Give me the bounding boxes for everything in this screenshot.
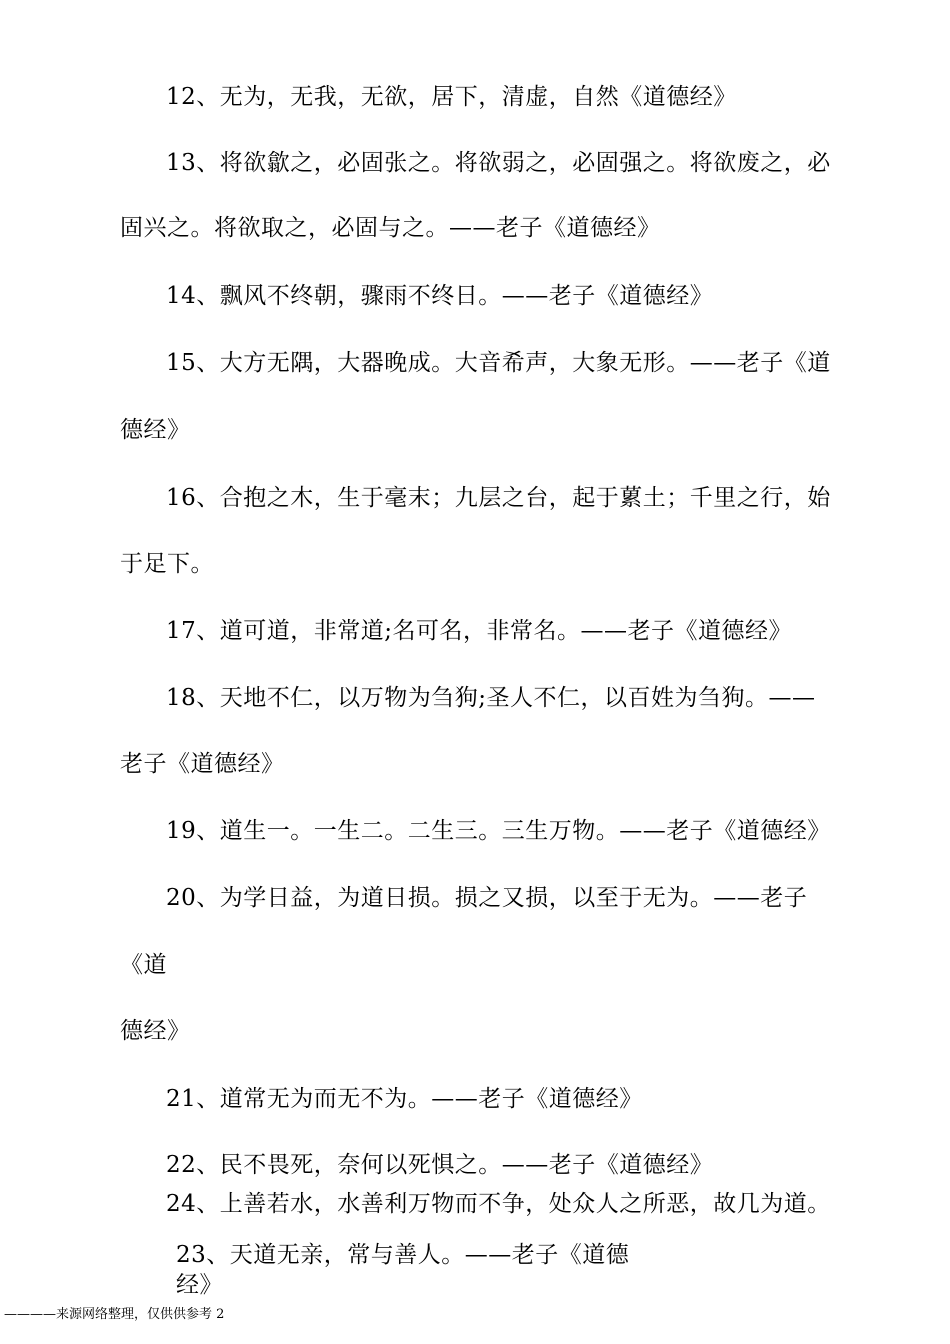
- quote-13-line-1: 13、将欲歙之，必固张之。将欲弱之，必固强之。将欲废之，必: [166, 150, 831, 176]
- quote-15-line-2: 德经》: [120, 417, 191, 443]
- quote-23-line-2: 经》: [176, 1272, 223, 1298]
- quote-14: 14、飘风不终朝，骤雨不终日。——老子《道德经》: [166, 283, 714, 309]
- quote-20-line-3: 德经》: [120, 1018, 191, 1044]
- quote-21: 21、道常无为而无不为。——老子《道德经》: [166, 1086, 643, 1112]
- quote-16-line-2: 于足下。: [120, 551, 214, 577]
- quote-20-line-1: 20、为学日益，为道日损。损之又损，以至于无为。——老子: [166, 885, 808, 911]
- quote-15-line-1: 15、大方无隅，大器晚成。大音希声，大象无形。——老子《道: [166, 350, 831, 376]
- quote-18-line-2: 老子《道德经》: [120, 751, 285, 777]
- quote-12: 12、无为，无我，无欲，居下，清虚，自然《道德经》: [166, 84, 737, 110]
- quote-20-line-2: 《道: [120, 952, 167, 978]
- quote-19: 19、道生一。一生二。二生三。三生万物。——老子《道德经》: [166, 818, 831, 844]
- quote-17: 17、道可道，非常道;名可名，非常名。——老子《道德经》: [166, 618, 793, 644]
- page-footer: ————来源网络整理，仅供供参考 2: [4, 1307, 225, 1322]
- quote-24: 24、上善若水，水善利万物而不争，处众人之所恶，故几为道。: [166, 1191, 831, 1217]
- quote-22: 22、民不畏死，奈何以死惧之。——老子《道德经》: [166, 1152, 714, 1178]
- quote-18-line-1: 18、天地不仁，以万物为刍狗;圣人不仁，以百姓为刍狗。——: [166, 685, 816, 711]
- quote-23-line-1: 23、天道无亲，常与善人。——老子《道德: [176, 1242, 630, 1268]
- quote-13-line-2: 固兴之。将欲取之，必固与之。——老子《道德经》: [120, 215, 661, 241]
- quote-16-line-1: 16、合抱之木，生于毫末；九层之台，起于蔂土；千里之行，始: [166, 485, 831, 511]
